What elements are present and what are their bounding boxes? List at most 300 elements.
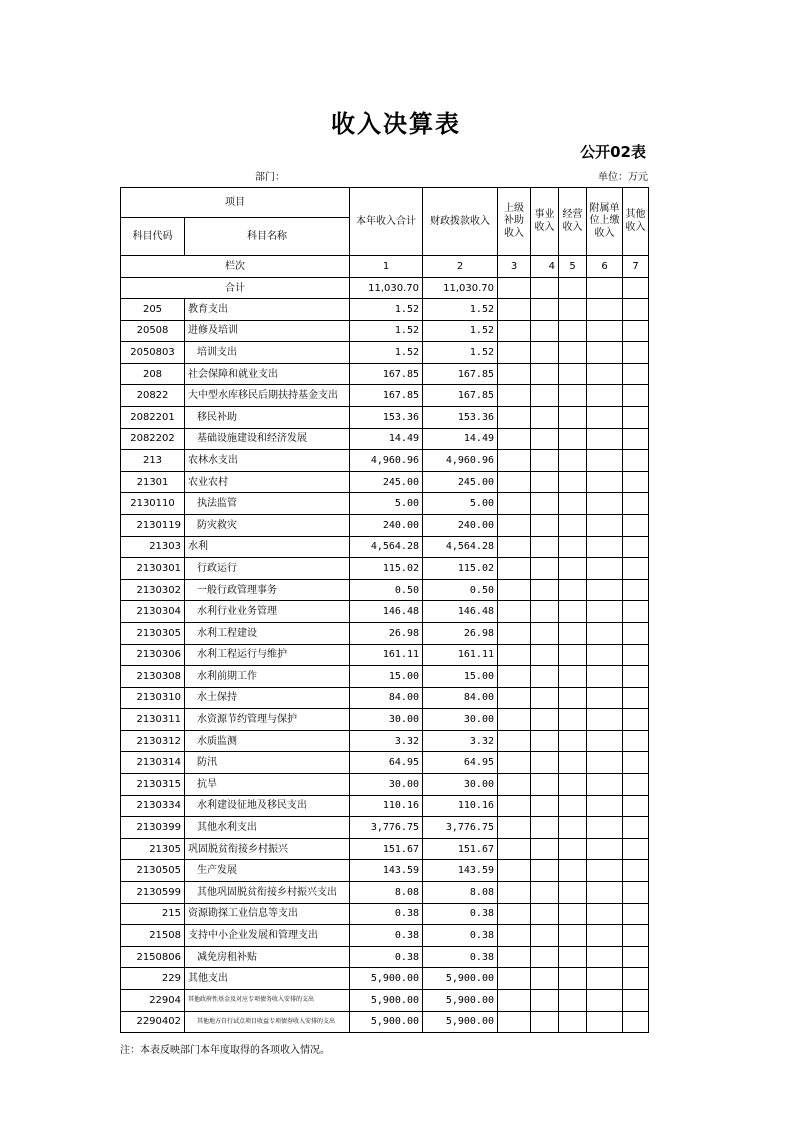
total-income-value: 3,776.75 (350, 817, 423, 839)
empty-cell (531, 968, 559, 990)
empty-cell (531, 363, 559, 385)
subject-name: 其他支出 (185, 968, 350, 990)
total-value-2: 11,030.70 (423, 278, 498, 299)
empty-cell (531, 514, 559, 536)
empty-cell (498, 838, 531, 860)
empty-cell (531, 493, 559, 515)
subject-code: 21305 (121, 838, 185, 860)
subject-name: 移民补助 (185, 406, 350, 428)
empty-cell (531, 666, 559, 688)
fiscal-income-value: 1.52 (423, 299, 498, 321)
empty-cell (623, 622, 649, 644)
empty-cell (498, 450, 531, 472)
empty-cell (498, 363, 531, 385)
empty-cell (531, 774, 559, 796)
empty-cell (531, 385, 559, 407)
page-title: 收入决算表 (331, 110, 461, 138)
col-number: 4 (531, 256, 559, 278)
subject-name: 水土保持 (185, 687, 350, 709)
subject-name: 水利工程运行与维护 (185, 644, 350, 666)
fiscal-income-value: 3,776.75 (423, 817, 498, 839)
total-income-value: 14.49 (350, 428, 423, 450)
empty-cell (559, 514, 587, 536)
empty-cell (559, 363, 587, 385)
empty-cell (623, 730, 649, 752)
fiscal-income-value: 146.48 (423, 601, 498, 623)
empty-cell (531, 1011, 559, 1033)
table-row (121, 968, 649, 990)
empty-cell (559, 601, 587, 623)
total-income-value: 0.50 (350, 579, 423, 601)
empty-cell (587, 990, 623, 1012)
fiscal-income-value: 167.85 (423, 385, 498, 407)
subject-code: 2130308 (121, 666, 185, 688)
empty-cell (623, 968, 649, 990)
subject-code: 2130306 (121, 644, 185, 666)
empty-cell (531, 471, 559, 493)
subject-name: 社会保障和就业支出 (185, 363, 350, 385)
table-row (121, 730, 649, 752)
total-income-value: 167.85 (350, 363, 423, 385)
subject-name: 水利 (185, 536, 350, 558)
empty-cell (623, 536, 649, 558)
empty-cell (587, 514, 623, 536)
empty-cell (559, 687, 587, 709)
subject-code: 2082202 (121, 428, 185, 450)
subject-code: 2130312 (121, 730, 185, 752)
fiscal-income-value: 1.52 (423, 342, 498, 364)
empty-cell (531, 299, 559, 321)
empty-cell (498, 406, 531, 428)
subject-name: 减免房租补贴 (185, 946, 350, 968)
total-income-value: 84.00 (350, 687, 423, 709)
empty-cell (531, 342, 559, 364)
subject-name: 其他地方自行试点项目收益专项债券收入安排的支出 (185, 1011, 350, 1033)
empty-cell (498, 558, 531, 580)
empty-cell (559, 428, 587, 450)
empty-cell (531, 406, 559, 428)
empty-cell (587, 406, 623, 428)
total-income-value: 153.36 (350, 406, 423, 428)
table-row (121, 1011, 649, 1033)
empty-cell (559, 278, 587, 299)
empty-cell (531, 990, 559, 1012)
empty-cell (498, 774, 531, 796)
unit-label: 单位：万元 (598, 172, 648, 183)
table-row (121, 514, 649, 536)
empty-cell (498, 278, 531, 299)
empty-cell (587, 601, 623, 623)
total-income-value: 15.00 (350, 666, 423, 688)
subject-name: 培训支出 (185, 342, 350, 364)
empty-cell (587, 299, 623, 321)
table-row (121, 579, 649, 601)
subject-code: 2150806 (121, 946, 185, 968)
subject-code: 213 (121, 450, 185, 472)
total-income-value: 26.98 (350, 622, 423, 644)
fiscal-income-value: 143.59 (423, 860, 498, 882)
total-income-value: 64.95 (350, 752, 423, 774)
total-income-value: 143.59 (350, 860, 423, 882)
table-row (121, 299, 649, 321)
empty-cell (559, 450, 587, 472)
subject-name: 水利工程建设 (185, 622, 350, 644)
empty-cell (559, 860, 587, 882)
fiscal-income-value: 115.02 (423, 558, 498, 580)
empty-cell (623, 666, 649, 688)
empty-cell (623, 817, 649, 839)
subject-name: 水利行业业务管理 (185, 601, 350, 623)
empty-cell (587, 450, 623, 472)
header-career-income: 事业收入 (531, 188, 559, 256)
subject-name: 执法监管 (185, 493, 350, 515)
table-row (121, 385, 649, 407)
fiscal-income-value: 4,960.96 (423, 450, 498, 472)
empty-cell (498, 342, 531, 364)
header-business-income: 经营收入 (559, 188, 587, 256)
col-number: 5 (559, 256, 587, 278)
subject-name: 巩固脱贫衔接乡村振兴 (185, 838, 350, 860)
subject-name: 其他水利支出 (185, 817, 350, 839)
fiscal-income-value: 153.36 (423, 406, 498, 428)
empty-cell (559, 838, 587, 860)
subject-name: 行政运行 (185, 558, 350, 580)
row-lanci-label: 栏次 (121, 256, 350, 278)
empty-cell (531, 622, 559, 644)
table-row (121, 644, 649, 666)
empty-cell (587, 968, 623, 990)
empty-cell (498, 860, 531, 882)
total-income-value: 1.52 (350, 320, 423, 342)
subject-code: 20508 (121, 320, 185, 342)
empty-cell (587, 428, 623, 450)
empty-cell (587, 644, 623, 666)
fiscal-income-value: 3.32 (423, 730, 498, 752)
empty-cell (531, 579, 559, 601)
table-row (121, 493, 649, 515)
subject-name: 水资源节约管理与保护 (185, 709, 350, 731)
empty-cell (623, 514, 649, 536)
header-name: 科目名称 (185, 218, 350, 256)
table-row (121, 601, 649, 623)
empty-cell (587, 622, 623, 644)
empty-cell (559, 493, 587, 515)
empty-cell (623, 860, 649, 882)
empty-cell (587, 1011, 623, 1033)
empty-cell (623, 687, 649, 709)
subject-code: 2130314 (121, 752, 185, 774)
empty-cell (587, 946, 623, 968)
empty-cell (623, 363, 649, 385)
subject-name: 生产发展 (185, 860, 350, 882)
empty-cell (587, 278, 623, 299)
subject-code: 2130302 (121, 579, 185, 601)
empty-cell (559, 795, 587, 817)
subject-code: 2130334 (121, 795, 185, 817)
total-income-value: 240.00 (350, 514, 423, 536)
table-row (121, 946, 649, 968)
table-row (121, 925, 649, 947)
empty-cell (531, 903, 559, 925)
empty-cell (587, 687, 623, 709)
empty-cell (623, 990, 649, 1012)
col-number: 7 (623, 256, 649, 278)
empty-cell (587, 558, 623, 580)
empty-cell (559, 946, 587, 968)
col-number: 1 (350, 256, 423, 278)
empty-cell (587, 363, 623, 385)
subject-code: 22904 (121, 990, 185, 1012)
total-income-value: 5,900.00 (350, 990, 423, 1012)
table-row (121, 363, 649, 385)
empty-cell (587, 709, 623, 731)
subject-name: 防灾救灾 (185, 514, 350, 536)
subject-code: 2130311 (121, 709, 185, 731)
empty-cell (623, 428, 649, 450)
total-income-value: 0.38 (350, 903, 423, 925)
fiscal-income-value: 240.00 (423, 514, 498, 536)
empty-cell (559, 536, 587, 558)
subject-name: 大中型水库移民后期扶持基金支出 (185, 385, 350, 407)
empty-cell (498, 514, 531, 536)
empty-cell (587, 493, 623, 515)
empty-cell (623, 450, 649, 472)
subject-code: 2130304 (121, 601, 185, 623)
empty-cell (623, 1011, 649, 1033)
subject-code: 229 (121, 968, 185, 990)
empty-cell (498, 990, 531, 1012)
header-total-income: 本年收入合计 (350, 188, 423, 256)
empty-cell (623, 946, 649, 968)
total-income-value: 4,960.96 (350, 450, 423, 472)
empty-cell (559, 903, 587, 925)
total-income-value: 5.00 (350, 493, 423, 515)
fiscal-income-value: 245.00 (423, 471, 498, 493)
empty-cell (623, 320, 649, 342)
department-label: 部门： (255, 172, 285, 183)
empty-cell (498, 968, 531, 990)
fiscal-income-value: 4,564.28 (423, 536, 498, 558)
empty-cell (623, 342, 649, 364)
subject-code: 2130310 (121, 687, 185, 709)
empty-cell (498, 817, 531, 839)
fiscal-income-value: 30.00 (423, 774, 498, 796)
subject-code: 21508 (121, 925, 185, 947)
empty-cell (559, 579, 587, 601)
empty-cell (559, 320, 587, 342)
total-income-value: 0.38 (350, 925, 423, 947)
subject-code: 2130399 (121, 817, 185, 839)
empty-cell (531, 278, 559, 299)
subject-code: 208 (121, 363, 185, 385)
empty-cell (531, 320, 559, 342)
total-income-value: 146.48 (350, 601, 423, 623)
fiscal-income-value: 5,900.00 (423, 990, 498, 1012)
empty-cell (623, 838, 649, 860)
empty-cell (531, 730, 559, 752)
fiscal-income-value: 84.00 (423, 687, 498, 709)
form-number: 公开02表 (580, 143, 646, 161)
empty-cell (587, 471, 623, 493)
empty-cell (587, 903, 623, 925)
income-table (120, 187, 649, 1033)
subject-name: 教育支出 (185, 299, 350, 321)
empty-cell (623, 795, 649, 817)
total-income-value: 115.02 (350, 558, 423, 580)
empty-cell (498, 1011, 531, 1033)
total-income-value: 8.08 (350, 882, 423, 904)
fiscal-income-value: 15.00 (423, 666, 498, 688)
empty-cell (623, 278, 649, 299)
subject-code: 215 (121, 903, 185, 925)
subject-code: 2130110 (121, 493, 185, 515)
empty-cell (587, 838, 623, 860)
subject-code: 21303 (121, 536, 185, 558)
empty-cell (559, 1011, 587, 1033)
empty-cell (498, 601, 531, 623)
fiscal-income-value: 0.38 (423, 925, 498, 947)
header-affiliated-income: 附属单位上缴收入 (587, 188, 623, 256)
empty-cell (559, 342, 587, 364)
empty-cell (498, 622, 531, 644)
empty-cell (498, 903, 531, 925)
subject-name: 一般行政管理事务 (185, 579, 350, 601)
subject-code: 2130301 (121, 558, 185, 580)
subject-code: 2130315 (121, 774, 185, 796)
empty-cell (531, 752, 559, 774)
table-row (121, 536, 649, 558)
empty-cell (531, 882, 559, 904)
empty-cell (587, 752, 623, 774)
empty-cell (587, 342, 623, 364)
empty-cell (498, 687, 531, 709)
table-row (121, 622, 649, 644)
fiscal-income-value: 110.16 (423, 795, 498, 817)
empty-cell (559, 299, 587, 321)
table-row (121, 320, 649, 342)
subject-name: 其他巩固脱贫衔接乡村振兴支出 (185, 882, 350, 904)
fiscal-income-value: 151.67 (423, 838, 498, 860)
total-income-value: 245.00 (350, 471, 423, 493)
empty-cell (531, 450, 559, 472)
empty-cell (498, 946, 531, 968)
empty-cell (587, 730, 623, 752)
empty-cell (623, 903, 649, 925)
col-number: 2 (423, 256, 498, 278)
fiscal-income-value: 167.85 (423, 363, 498, 385)
empty-cell (531, 860, 559, 882)
fiscal-income-value: 0.38 (423, 903, 498, 925)
empty-cell (559, 817, 587, 839)
table-row (121, 838, 649, 860)
table-row (121, 817, 649, 839)
table-row (121, 752, 649, 774)
subject-name: 水质监测 (185, 730, 350, 752)
empty-cell (531, 838, 559, 860)
header-fiscal-income: 财政拨款收入 (423, 188, 498, 256)
subject-name: 水利前期工作 (185, 666, 350, 688)
empty-cell (498, 730, 531, 752)
empty-cell (498, 320, 531, 342)
total-income-value: 161.11 (350, 644, 423, 666)
fiscal-income-value: 161.11 (423, 644, 498, 666)
subject-code: 205 (121, 299, 185, 321)
table-row (121, 709, 649, 731)
col-number: 6 (587, 256, 623, 278)
empty-cell (559, 471, 587, 493)
total-label: 合计 (121, 278, 350, 299)
table-row (121, 342, 649, 364)
subject-code: 2130505 (121, 860, 185, 882)
header-upper-subsidy: 上级补助收入 (498, 188, 531, 256)
empty-cell (587, 666, 623, 688)
empty-cell (559, 925, 587, 947)
table-row (121, 795, 649, 817)
empty-cell (623, 774, 649, 796)
table-row (121, 558, 649, 580)
empty-cell (498, 299, 531, 321)
empty-cell (531, 795, 559, 817)
empty-cell (559, 752, 587, 774)
empty-cell (498, 428, 531, 450)
empty-cell (623, 406, 649, 428)
empty-cell (531, 601, 559, 623)
fiscal-income-value: 5,900.00 (423, 968, 498, 990)
empty-cell (559, 968, 587, 990)
empty-cell (498, 493, 531, 515)
total-income-value: 5,900.00 (350, 968, 423, 990)
empty-cell (531, 644, 559, 666)
subject-code: 2130599 (121, 882, 185, 904)
empty-cell (559, 730, 587, 752)
subject-name: 进修及培训 (185, 320, 350, 342)
empty-cell (623, 558, 649, 580)
empty-cell (587, 385, 623, 407)
fiscal-income-value: 8.08 (423, 882, 498, 904)
empty-cell (531, 946, 559, 968)
table-row (121, 903, 649, 925)
total-income-value: 1.52 (350, 342, 423, 364)
total-income-value: 110.16 (350, 795, 423, 817)
empty-cell (531, 428, 559, 450)
empty-cell (623, 709, 649, 731)
fiscal-income-value: 0.50 (423, 579, 498, 601)
empty-cell (559, 666, 587, 688)
empty-cell (531, 817, 559, 839)
empty-cell (559, 644, 587, 666)
total-income-value: 151.67 (350, 838, 423, 860)
fiscal-income-value: 64.95 (423, 752, 498, 774)
subject-name: 防汛 (185, 752, 350, 774)
empty-cell (498, 795, 531, 817)
total-income-value: 5,900.00 (350, 1011, 423, 1033)
table-row (121, 471, 649, 493)
empty-cell (559, 385, 587, 407)
subject-code: 2050803 (121, 342, 185, 364)
table-row (121, 774, 649, 796)
empty-cell (623, 882, 649, 904)
empty-cell (623, 579, 649, 601)
table-row (121, 450, 649, 472)
empty-cell (587, 536, 623, 558)
fiscal-income-value: 30.00 (423, 709, 498, 731)
empty-cell (559, 406, 587, 428)
empty-cell (623, 925, 649, 947)
empty-cell (587, 925, 623, 947)
footnote: 注：本表反映部门本年度取得的各项收入情况。 (120, 1045, 330, 1056)
subject-code: 21301 (121, 471, 185, 493)
empty-cell (498, 579, 531, 601)
